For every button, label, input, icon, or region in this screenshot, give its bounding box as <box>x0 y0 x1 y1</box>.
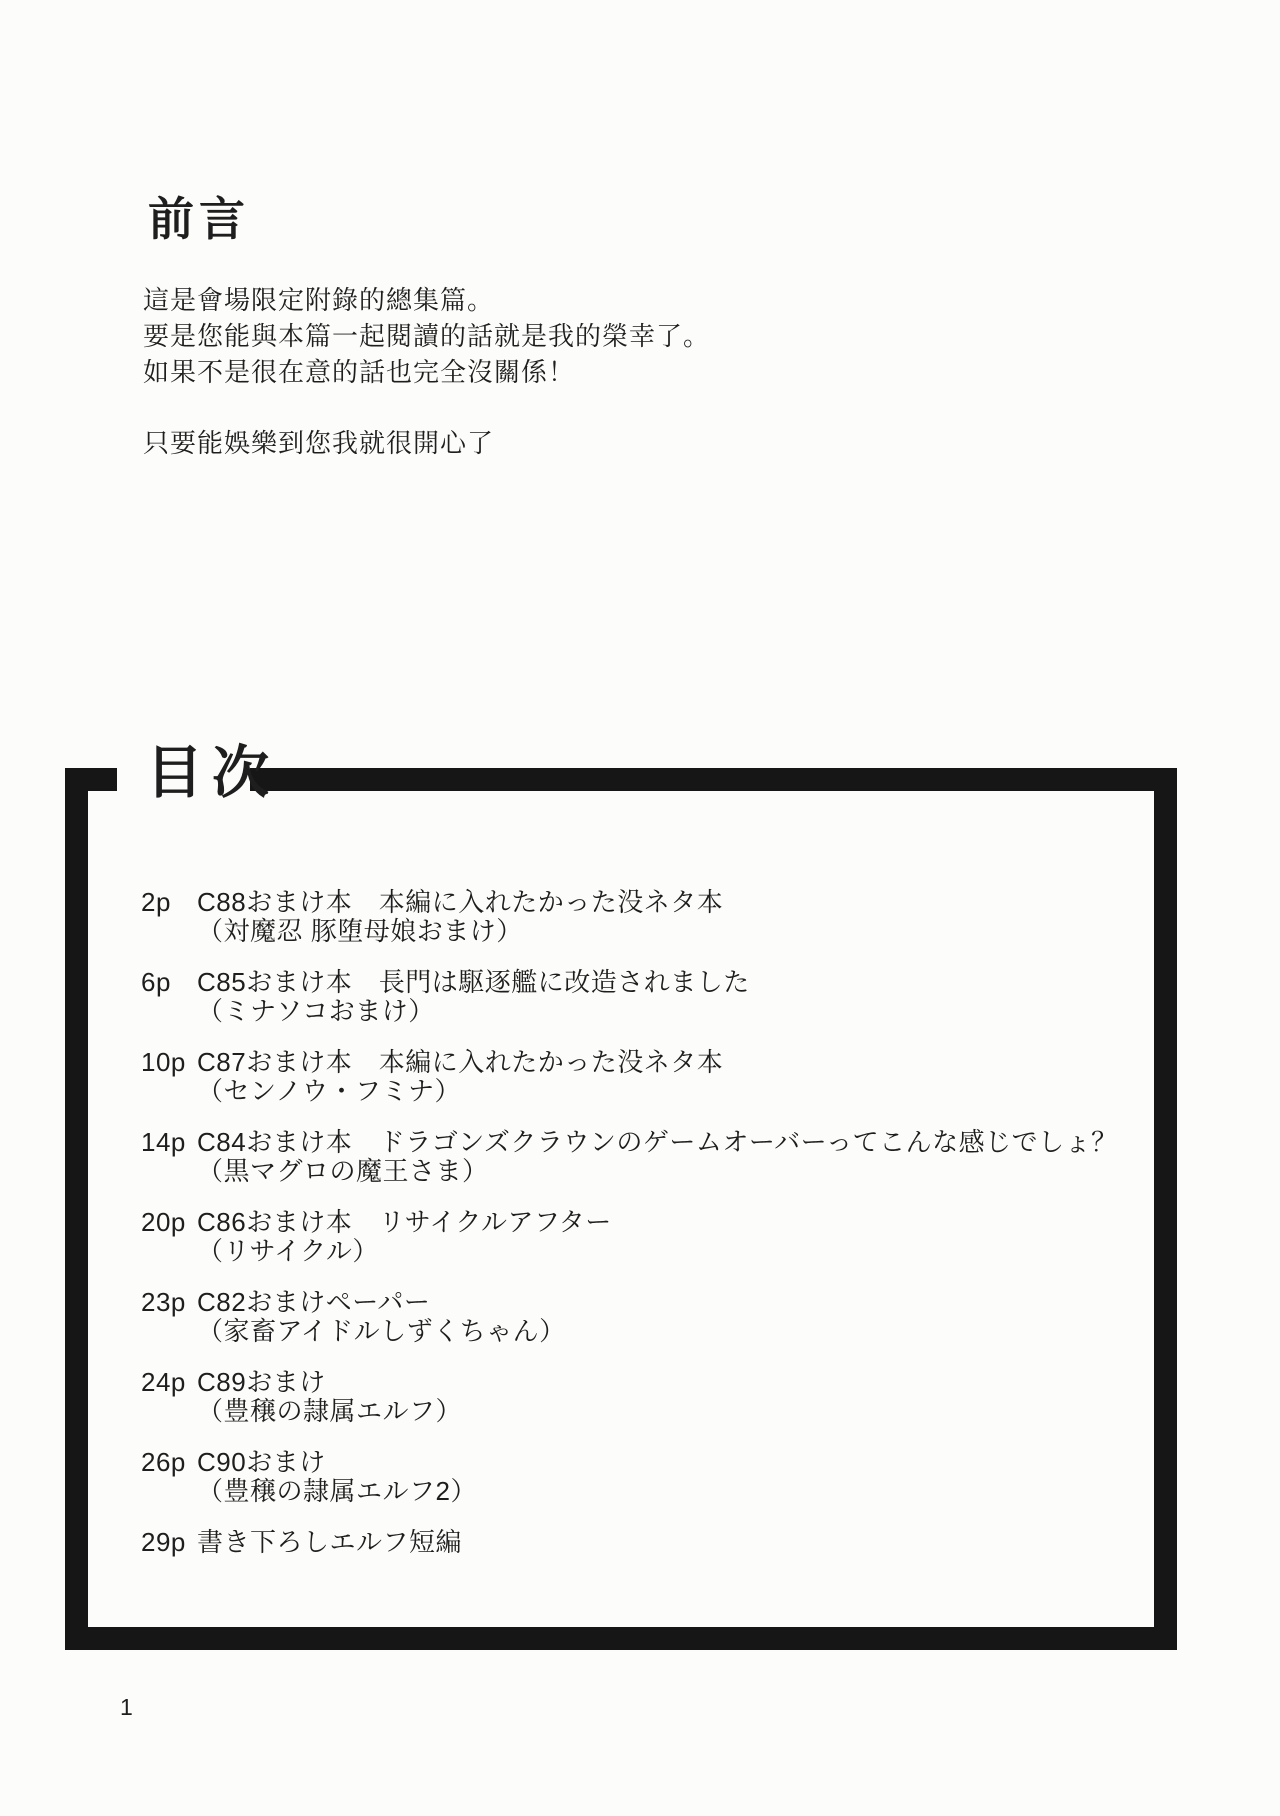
toc-entry-page-label: 2p <box>141 887 171 917</box>
toc-entry-page-label: 24p <box>141 1367 186 1397</box>
toc-entry-subtitle: （ミナソコおまけ） <box>197 996 435 1026</box>
toc-entry-page-label: 26p <box>141 1447 186 1477</box>
toc-entry-text <box>197 1528 1101 1557</box>
toc-entry-page-label: 14p <box>141 1127 186 1157</box>
toc-entry-text <box>197 1368 1101 1426</box>
toc-entry-subtitle: （家畜アイドルしずくちゃん） <box>197 1316 566 1346</box>
toc-entry <box>141 1288 1101 1346</box>
toc-entry <box>141 1528 1101 1557</box>
toc-list <box>141 887 1118 1579</box>
toc-entry <box>141 1208 1101 1266</box>
toc-entry-subtitle: （センノウ・フミナ） <box>197 1076 461 1106</box>
toc-entry-title: C84おまけ本 ドラゴンズクラウンのゲームオーバーってこんな感じでしょ？ <box>197 1127 1118 1157</box>
toc-entry-text <box>197 968 1101 1026</box>
toc-entry-title: C87おまけ本 本編に入れたかった没ネタ本 <box>197 1047 724 1077</box>
preface-line: 如果不是很在意的話也完全沒關係！ <box>143 357 576 387</box>
toc-entry-page-label: 6p <box>141 967 171 997</box>
toc-entry-text <box>197 1448 1101 1506</box>
toc-entry-page-label: 20p <box>141 1207 186 1237</box>
toc-entry-page-label: 10p <box>141 1047 186 1077</box>
toc-entry-text <box>197 1208 1101 1266</box>
toc-title: 目次 <box>146 741 278 805</box>
toc-entry <box>141 888 1101 946</box>
page-number: 1 <box>120 1694 133 1720</box>
toc-entry-page-label: 23p <box>141 1287 186 1317</box>
toc-entry-page-label: 29p <box>141 1527 186 1557</box>
preface-body <box>143 282 710 461</box>
toc-entry-subtitle: （黒マグロの魔王さま） <box>197 1156 489 1186</box>
toc-entry-subtitle: （リサイクル） <box>197 1236 379 1266</box>
toc-entry-subtitle: （豊穣の隷属エルフ2） <box>197 1476 477 1506</box>
toc-entry-text <box>197 1288 1101 1346</box>
toc-entry-text <box>197 1128 1118 1186</box>
toc-entry-title: C86おまけ本 リサイクルアフター <box>197 1207 612 1237</box>
preface-closing-line: 只要能娛樂到您我就很開心了 <box>143 428 495 458</box>
toc-entry-title: C85おまけ本 長門は駆逐艦に改造されました <box>197 967 750 997</box>
toc-entry-title: C90おまけ <box>197 1447 326 1477</box>
toc-entry-subtitle: （豊穣の隷属エルフ） <box>197 1396 463 1426</box>
preface-line: 要是您能與本篇一起閱讀的話就是我的榮幸了。 <box>143 321 711 351</box>
preface-title: 前言 <box>148 193 250 245</box>
preface-line: 這是會場限定附錄的總集篇。 <box>143 285 495 315</box>
toc-entry-text <box>197 1048 1101 1106</box>
toc-entry <box>141 1368 1101 1426</box>
toc-entry-subtitle: （対魔忍 豚堕母娘おまけ） <box>197 916 523 946</box>
toc-entry-title: C82おまけペーパー <box>197 1287 431 1317</box>
toc-entry <box>141 1048 1101 1106</box>
toc-entry-title: C89おまけ <box>197 1367 326 1397</box>
toc-entry <box>141 1127 1118 1186</box>
toc-entry-title: 書き下ろしエルフ短編 <box>197 1527 463 1557</box>
toc-entry <box>141 1448 1101 1506</box>
toc-entry-title: C88おまけ本 本編に入れたかった没ネタ本 <box>197 887 724 917</box>
toc-entry-text <box>197 888 1101 946</box>
toc-entry <box>141 968 1101 1026</box>
